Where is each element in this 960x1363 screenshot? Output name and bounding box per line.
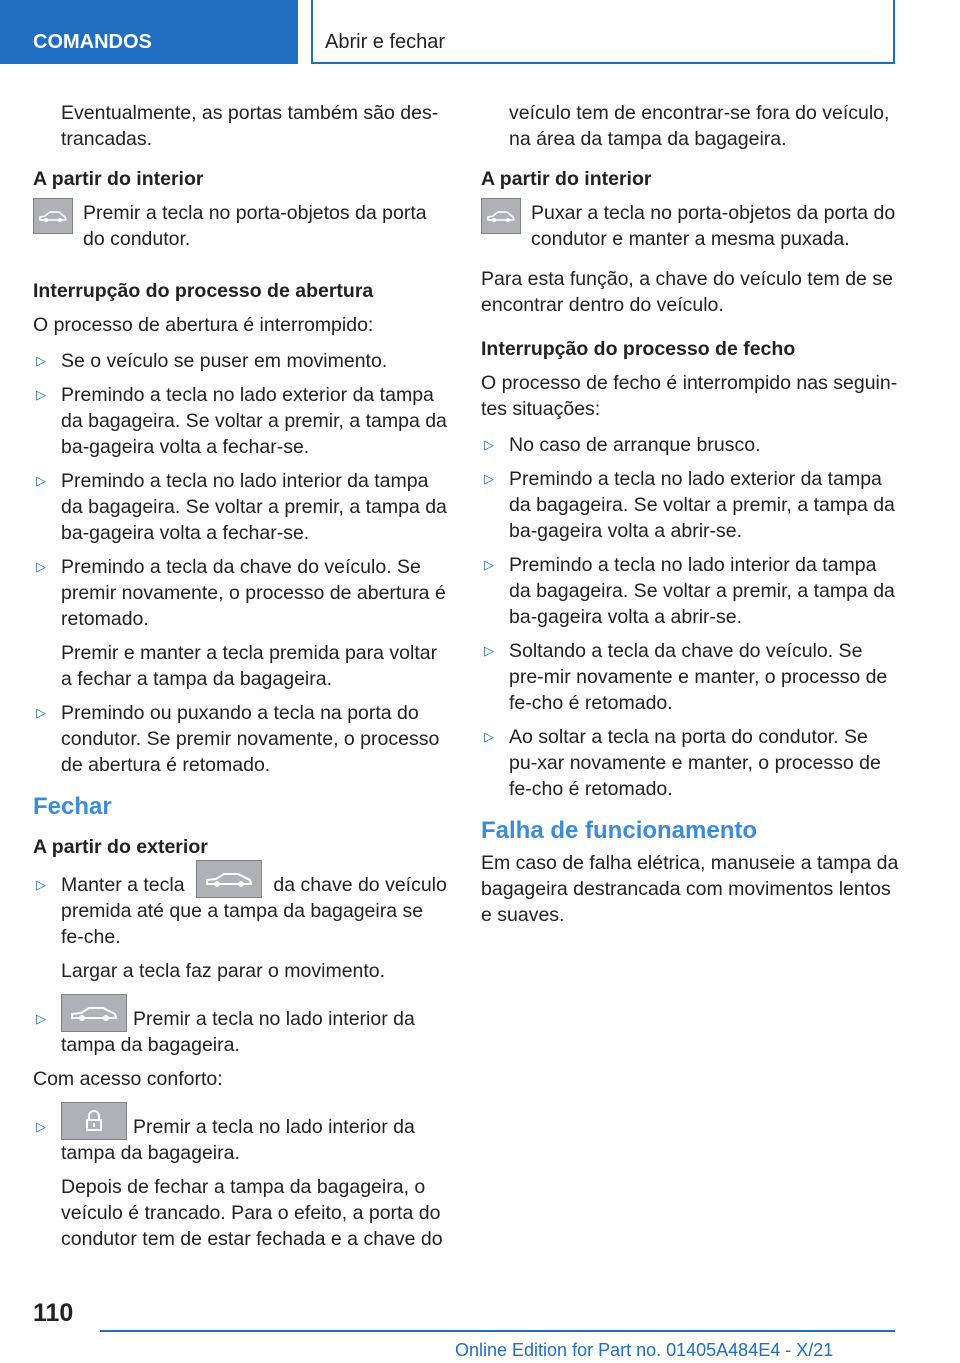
list-item: ▷ Ao soltar a tecla na porta do condutor. Se pu-xar novamente e manter, o processo de fe-cho é retomado.	[484, 726, 881, 800]
list-item-note: Depois de fechar a tampa da bagageira, o veículo é trancado. Para o efeito, a porta do condutor tem de estar fechada e a chave do	[61, 1176, 443, 1250]
chapter-title: Abrir e fechar	[325, 31, 446, 53]
triangle-right-icon: ▷	[36, 559, 46, 574]
list-item: ▷ Premindo a tecla da chave do veículo. Se premir novamente, o processo de abertura é retomado. Premir e manter a tecla premida para voltar a fechar a tampa da bagageira.	[33, 554, 451, 692]
left-column	[33, 100, 451, 1266]
triangle-right-icon: ▷	[484, 557, 494, 572]
malfunction-text: Em caso de falha elétrica, manuseie a tampa da bagageira destrancada com movimentos lentos e suaves.	[481, 852, 899, 926]
list-item: ▷ Se o veículo se puser em movimento.	[36, 350, 388, 372]
triangle-right-icon: ▷	[484, 729, 494, 744]
intro-paragraph: Eventualmente, as portas também são des-trancadas.	[61, 102, 439, 150]
triangle-right-icon: ▷	[36, 473, 46, 488]
interrupt-close-intro: O processo de fecho é interrompido nas seguin-tes situações:	[481, 372, 898, 420]
list-item: ▷ Soltando a tecla da chave do veículo. Se pre-mir novamente e manter, o processo de fe-cho é retomado.	[484, 640, 888, 714]
list-item: ▷ Premindo a tecla no lado interior da tampa da bagageira. Se voltar a premir, a tampa da ba-gageira volta a abrir-se.	[484, 554, 895, 628]
close-heading: Fechar	[33, 793, 112, 820]
comfort-list	[33, 1114, 451, 1252]
car-tailgate-icon	[33, 198, 73, 234]
triangle-right-icon: ▷	[36, 353, 46, 368]
list-item: ▷ Manter a tecla da chave do veículo premida até que a tampa da bagageira se fe-che. Largar a tecla faz parar o movimento.	[33, 872, 451, 984]
comfort-heading: Com acesso conforto:	[33, 1068, 223, 1090]
close-list	[33, 872, 451, 1058]
list-item-note: Largar a tecla faz parar o movimento.	[61, 960, 386, 982]
from-inside-text: Premir a tecla no porta-objetos da porta do condutor.	[83, 202, 427, 250]
from-inside-instruction	[33, 200, 451, 252]
from-inside-close-text: Puxar a tecla no porta-objetos da porta do condutor e manter a mesma puxada.	[531, 202, 896, 250]
interrupt-open-heading: Interrupção do processo de abertura	[33, 280, 374, 302]
key-note: Para esta função, a chave do veículo tem de se encontrar dentro do veículo.	[481, 268, 893, 316]
continuation-paragraph: veículo tem de encontrar-se fora do veículo, na área da tampa da bagageira.	[509, 102, 890, 150]
car-tailgate-icon	[481, 198, 521, 234]
triangle-right-icon: ▷	[484, 437, 494, 452]
list-item: ▷ Premindo a tecla no lado exterior da tampa da bagageira. Se voltar a premir, a tampa da ba-gageira volta a fechar-se.	[36, 384, 447, 458]
triangle-right-icon: ▷	[484, 471, 494, 486]
list-item: ▷ Premir a tecla no lado interior da tampa da bagageira. Depois de fechar a tampa da bagageira, o veículo é trancado. Para o efeito, a porta do condutor tem de estar fechada e a chave do	[33, 1114, 451, 1252]
interrupt-close-list	[481, 432, 899, 802]
right-column	[481, 100, 899, 942]
car-tailgate-icon	[61, 994, 127, 1032]
chapter-tab	[311, 0, 895, 64]
triangle-right-icon: ▷	[36, 705, 46, 720]
from-outside-heading: A partir do exterior	[33, 836, 208, 858]
lock-icon	[61, 1102, 127, 1140]
interrupt-open-list	[33, 348, 451, 778]
from-inside-close-instruction	[481, 200, 899, 252]
malfunction-heading: Falha de funcionamento	[481, 817, 758, 844]
interrupt-open-intro: O processo de abertura é interrompido:	[33, 314, 374, 336]
triangle-right-icon: ▷	[36, 877, 46, 892]
list-item: ▷ Premindo ou puxando a tecla na porta do condutor. Se premir novamente, o processo de abertura é retomado.	[36, 702, 440, 776]
triangle-right-icon: ▷	[36, 387, 46, 402]
list-item: ▷ Premir a tecla no lado interior da tampa da bagageira.	[33, 1006, 451, 1058]
list-item: ▷ Premindo a tecla no lado interior da tampa da bagageira. Se voltar a premir, a tampa da ba-gageira volta a fechar-se.	[36, 470, 447, 544]
section-title: COMANDOS	[33, 31, 152, 53]
interrupt-close-heading: Interrupção do processo de fecho	[481, 338, 796, 360]
list-item: ▷ Premindo a tecla no lado exterior da tampa da bagageira. Se voltar a premir, a tampa da ba-gageira volta a abrir-se.	[484, 468, 895, 542]
triangle-right-icon: ▷	[36, 1011, 46, 1026]
page-number: 110	[33, 1299, 74, 1327]
list-item: ▷ No caso de arranque brusco.	[484, 434, 761, 456]
triangle-right-icon: ▷	[484, 643, 494, 658]
car-tailgate-icon	[196, 860, 262, 898]
triangle-right-icon: ▷	[36, 1119, 46, 1134]
edition-text: Online Edition for Part no. 01405A484E4 - X/21	[455, 1340, 834, 1360]
from-inside-heading: A partir do interior	[33, 168, 204, 190]
footer-divider	[100, 1330, 895, 1332]
section-tab	[0, 0, 298, 64]
from-inside-heading-close: A partir do interior	[481, 168, 652, 190]
list-item-note: Premir e manter a tecla premida para voltar a fechar a tampa da bagageira.	[61, 642, 438, 690]
